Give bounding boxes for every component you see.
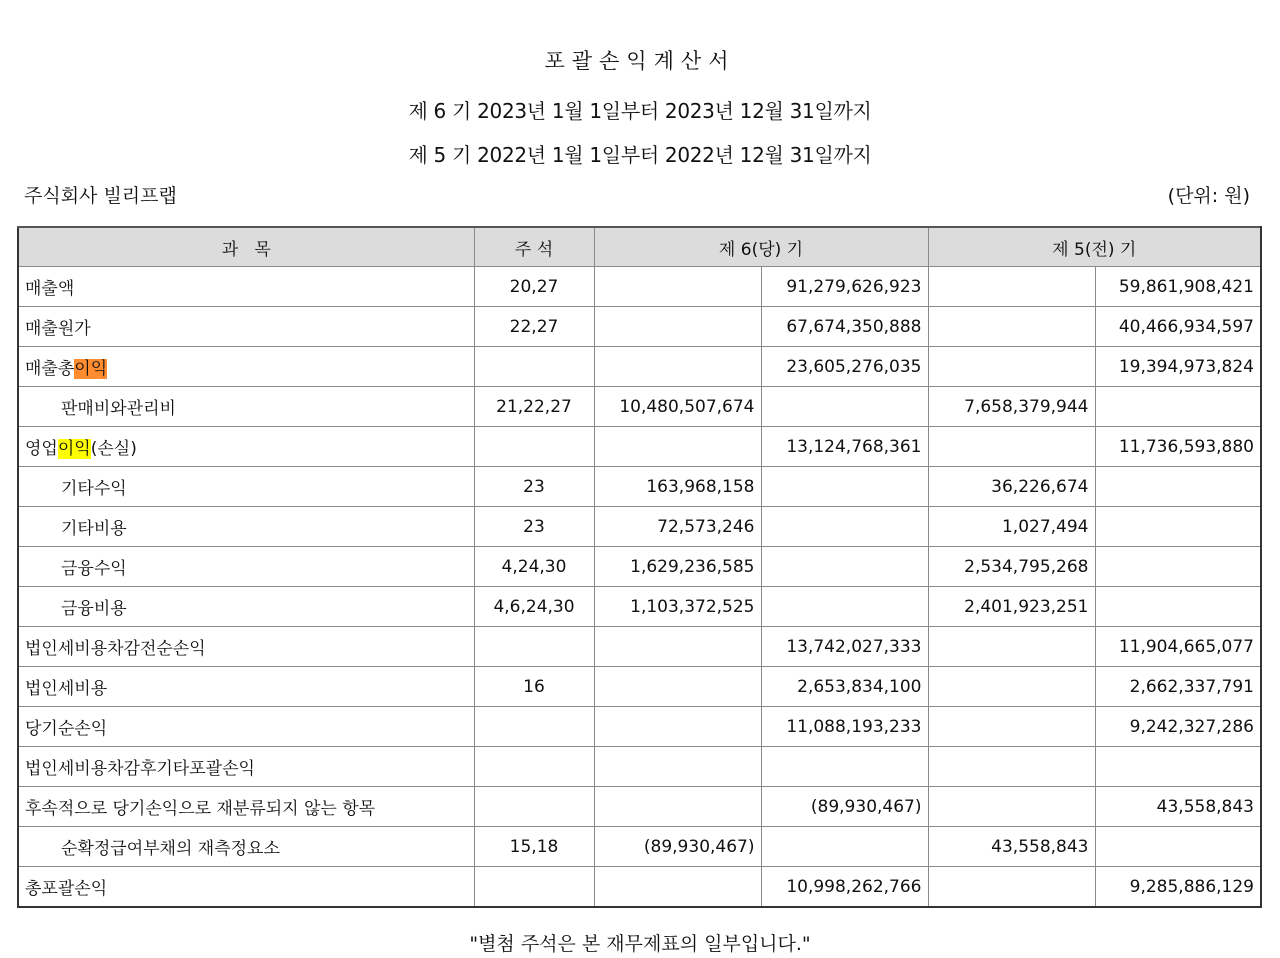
prior-subtotal: 1,027,494	[928, 507, 1095, 547]
prior-total	[1095, 547, 1261, 587]
row-note: 22,27	[474, 307, 594, 347]
row-note: 21,22,27	[474, 387, 594, 427]
current-total: 91,279,626,923	[761, 267, 928, 307]
row-label: 기타비용	[18, 507, 474, 547]
row-label	[18, 427, 474, 467]
current-subtotal: 72,573,246	[594, 507, 761, 547]
table-row-profit-before-tax	[18, 627, 1261, 667]
prior-total: 19,394,973,824	[1095, 347, 1261, 387]
current-total	[761, 387, 928, 427]
statement-title: 포괄손익계산서	[544, 49, 736, 73]
prior-total	[1095, 747, 1261, 787]
highlighted-text: 이익	[74, 359, 108, 379]
row-label: 금융수익	[18, 547, 474, 587]
row-label: 매출액	[18, 267, 474, 307]
row-note	[474, 787, 594, 827]
current-subtotal	[594, 267, 761, 307]
prior-total	[1095, 587, 1261, 627]
row-label: 후속적으로 당기손익으로 재분류되지 않는 항목	[18, 787, 474, 827]
prior-subtotal	[928, 307, 1095, 347]
current-total	[761, 547, 928, 587]
current-total: 13,124,768,361	[761, 427, 928, 467]
current-subtotal	[594, 707, 761, 747]
prior-total	[1095, 467, 1261, 507]
table-header-row	[18, 227, 1261, 267]
current-period: 제 6 기 2023년 1월 1일부터 2023년 12월 31일까지	[408, 99, 872, 123]
row-note	[474, 867, 594, 908]
prior-total: 2,662,337,791	[1095, 667, 1261, 707]
table-row-operating-profit	[18, 427, 1261, 467]
row-label-suffix: (손실)	[90, 439, 137, 459]
income-statement-table	[17, 226, 1262, 908]
prior-total: 43,558,843	[1095, 787, 1261, 827]
prior-subtotal	[928, 787, 1095, 827]
table-row-income-tax	[18, 667, 1261, 707]
current-subtotal	[594, 427, 761, 467]
table-row-sga-expenses	[18, 387, 1261, 427]
prior-subtotal	[928, 427, 1095, 467]
row-label-prefix: 매출총	[25, 359, 75, 379]
footer-note: "별첨 주석은 본 재무제표의 일부입니다."	[469, 933, 811, 955]
row-note	[474, 347, 594, 387]
row-note	[474, 427, 594, 467]
row-note	[474, 747, 594, 787]
current-subtotal	[594, 747, 761, 787]
current-total: 10,998,262,766	[761, 867, 928, 908]
prior-period: 제 5 기 2022년 1월 1일부터 2022년 12월 31일까지	[408, 143, 872, 167]
prior-total: 11,904,665,077	[1095, 627, 1261, 667]
header-current-period: 제 6(당) 기	[594, 227, 928, 267]
current-total	[761, 507, 928, 547]
row-note	[474, 707, 594, 747]
row-note: 16	[474, 667, 594, 707]
current-subtotal	[594, 787, 761, 827]
prior-total: 59,861,908,421	[1095, 267, 1261, 307]
row-note: 4,24,30	[474, 547, 594, 587]
prior-subtotal	[928, 667, 1095, 707]
current-subtotal	[594, 867, 761, 908]
company-name: 주식회사 빌리프랩	[24, 185, 177, 207]
table-row-cost-of-sales	[18, 307, 1261, 347]
row-label: 법인세비용차감후기타포괄손익	[18, 747, 474, 787]
prior-subtotal	[928, 267, 1095, 307]
row-label: 기타수익	[18, 467, 474, 507]
table-row-items-not-reclassified	[18, 787, 1261, 827]
table-row-finance-income	[18, 547, 1261, 587]
current-subtotal: 163,968,158	[594, 467, 761, 507]
prior-total: 9,242,327,286	[1095, 707, 1261, 747]
current-total: 13,742,027,333	[761, 627, 928, 667]
current-subtotal: (89,930,467)	[594, 827, 761, 867]
row-label: 판매비와관리비	[18, 387, 474, 427]
header-prior-period: 제 5(전) 기	[928, 227, 1261, 267]
table-row-gross-profit	[18, 347, 1261, 387]
table-row-oci-after-tax	[18, 747, 1261, 787]
table-row-other-expenses	[18, 507, 1261, 547]
current-subtotal	[594, 347, 761, 387]
current-total	[761, 467, 928, 507]
prior-subtotal	[928, 347, 1095, 387]
header-notes: 주 석	[474, 227, 594, 267]
prior-subtotal: 43,558,843	[928, 827, 1095, 867]
current-total: (89,930,467)	[761, 787, 928, 827]
prior-subtotal	[928, 707, 1095, 747]
current-subtotal	[594, 307, 761, 347]
prior-total: 40,466,934,597	[1095, 307, 1261, 347]
current-total: 11,088,193,233	[761, 707, 928, 747]
row-note: 15,18	[474, 827, 594, 867]
row-note: 23	[474, 467, 594, 507]
row-label: 당기순손익	[18, 707, 474, 747]
prior-subtotal	[928, 867, 1095, 908]
row-label: 금융비용	[18, 587, 474, 627]
row-label: 총포괄손익	[18, 867, 474, 908]
prior-subtotal	[928, 627, 1095, 667]
prior-subtotal: 2,534,795,268	[928, 547, 1095, 587]
table-row-total-comprehensive-income	[18, 867, 1261, 908]
current-subtotal: 10,480,507,674	[594, 387, 761, 427]
current-total: 23,605,276,035	[761, 347, 928, 387]
current-subtotal: 1,629,236,585	[594, 547, 761, 587]
current-total	[761, 587, 928, 627]
row-label	[18, 347, 474, 387]
table-row-other-income	[18, 467, 1261, 507]
row-note: 23	[474, 507, 594, 547]
currency-unit: (단위: 원)	[1167, 185, 1250, 207]
prior-subtotal: 2,401,923,251	[928, 587, 1095, 627]
current-total	[761, 827, 928, 867]
prior-total	[1095, 387, 1261, 427]
prior-total: 11,736,593,880	[1095, 427, 1261, 467]
table-row-net-income	[18, 707, 1261, 747]
prior-subtotal: 36,226,674	[928, 467, 1095, 507]
highlighted-text: 이익	[57, 439, 91, 459]
prior-total	[1095, 507, 1261, 547]
current-subtotal: 1,103,372,525	[594, 587, 761, 627]
row-note: 4,6,24,30	[474, 587, 594, 627]
row-label: 법인세비용차감전순손익	[18, 627, 474, 667]
current-subtotal	[594, 627, 761, 667]
table-row-finance-costs	[18, 587, 1261, 627]
prior-total: 9,285,886,129	[1095, 867, 1261, 908]
row-label: 매출원가	[18, 307, 474, 347]
prior-subtotal	[928, 747, 1095, 787]
table-row-remeasurement-defined-benefit	[18, 827, 1261, 867]
prior-subtotal: 7,658,379,944	[928, 387, 1095, 427]
current-subtotal	[594, 667, 761, 707]
current-total	[761, 747, 928, 787]
row-label-prefix: 영업	[25, 439, 58, 459]
header-account: 과 목	[18, 227, 474, 267]
current-total: 2,653,834,100	[761, 667, 928, 707]
row-label: 법인세비용	[18, 667, 474, 707]
row-note: 20,27	[474, 267, 594, 307]
prior-total	[1095, 827, 1261, 867]
row-label: 순확정급여부채의 재측정요소	[18, 827, 474, 867]
row-note	[474, 627, 594, 667]
table-row-revenue	[18, 267, 1261, 307]
current-total: 67,674,350,888	[761, 307, 928, 347]
